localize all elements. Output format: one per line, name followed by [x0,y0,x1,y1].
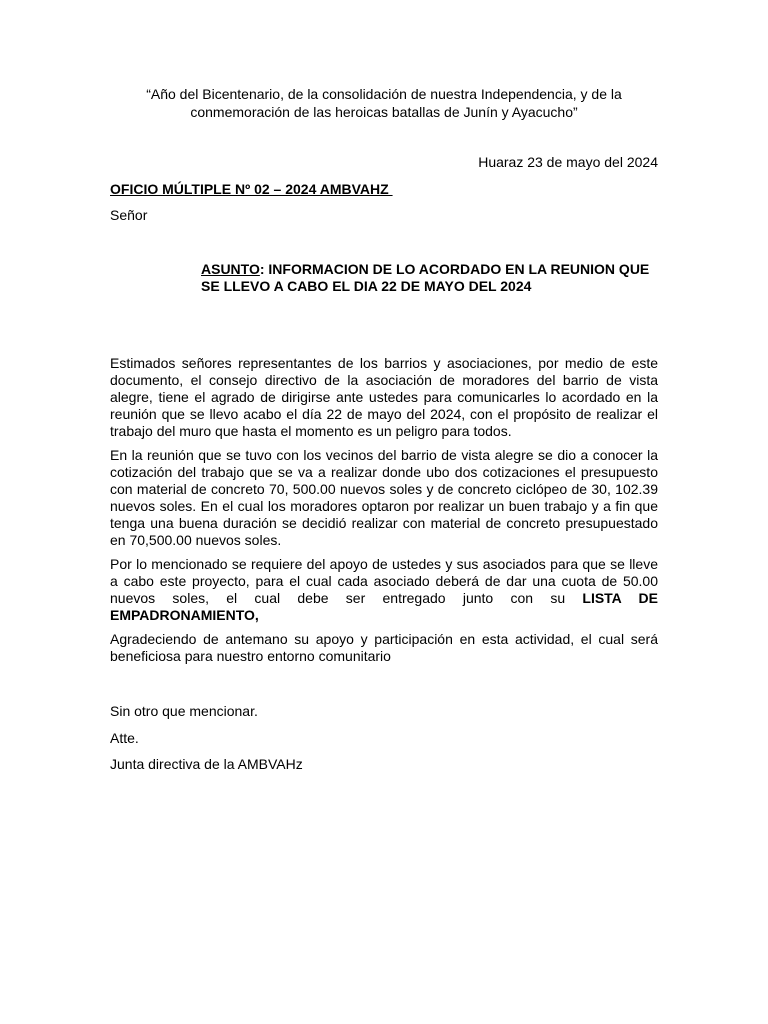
closing-atte: Atte. [110,730,139,746]
salutation: Señor [110,207,148,223]
oficio-number: OFICIO MÚLTIPLE Nº 02 – 2024 AMBVAHZ [110,181,393,197]
year-motto: “Año del Bicentenario, de la consolidación de nuestra Independencia, y de la conmemoración de las heroicas batallas de Junín y Ayacucho” [146,86,622,120]
body-paragraph-3 [110,556,658,624]
signature-line: Junta directiva de la AMBVAHz [110,756,303,772]
body-paragraph-4: Agradeciendo de antemano su apoyo y participación en esta actividad, el cual será beneficiosa para nuestro entorno comunitario [110,631,658,664]
document-date: Huaraz 23 de mayo del 2024 [478,154,658,170]
subject-block [201,261,658,295]
letter-body [110,355,658,672]
body-paragraph-3-bold: LISTA DE EMPADRONAMIENTO, [110,590,658,623]
subject-text: : INFORMACION DE LO ACORDADO EN LA REUNION QUE SE LLEVO A CABO EL DIA 22 DE MAYO DEL 2024 [201,261,650,294]
body-paragraph-1: Estimados señores representantes de los barrios y asociaciones, por medio de este documento, el consejo directivo de la asociación de moradores del barrio de vista alegre, tiene el agrado de dirigirse ante ustedes para comunicarles lo acordado en la reunión que se llevo acabo el día 22 de mayo del 2024, con el propósito de realizar el trabajo del muro que hasta el momento es un peligro para todos. [110,355,658,439]
subject-label: ASUNTO [201,261,260,277]
body-paragraph-2: En la reunión que se tuvo con los vecinos del barrio de vista alegre se dio a conocer la cotización del trabajo que se va a realizar donde ubo dos cotizaciones el presupuesto con material de concreto 70, 500.00 nuevos soles y de concreto ciclópeo de 30, 102.39 nuevos soles. En el cual los moradores optaron por realizar un buen trabajo y a fin que tenga una buena duración se decidió realizar con material de concreto presupuestado en 70,500.00 nuevos soles. [110,447,658,548]
body-paragraph-3-text: Por lo mencionado se requiere del apoyo de ustedes y sus asociados para que se lleve a cabo este proyecto, para el cual cada asociado deberá de dar una cuota de 50.00 nuevos soles, el cual debe ser entregado junto con su [110,556,658,606]
closing-line: Sin otro que mencionar. [110,703,258,719]
